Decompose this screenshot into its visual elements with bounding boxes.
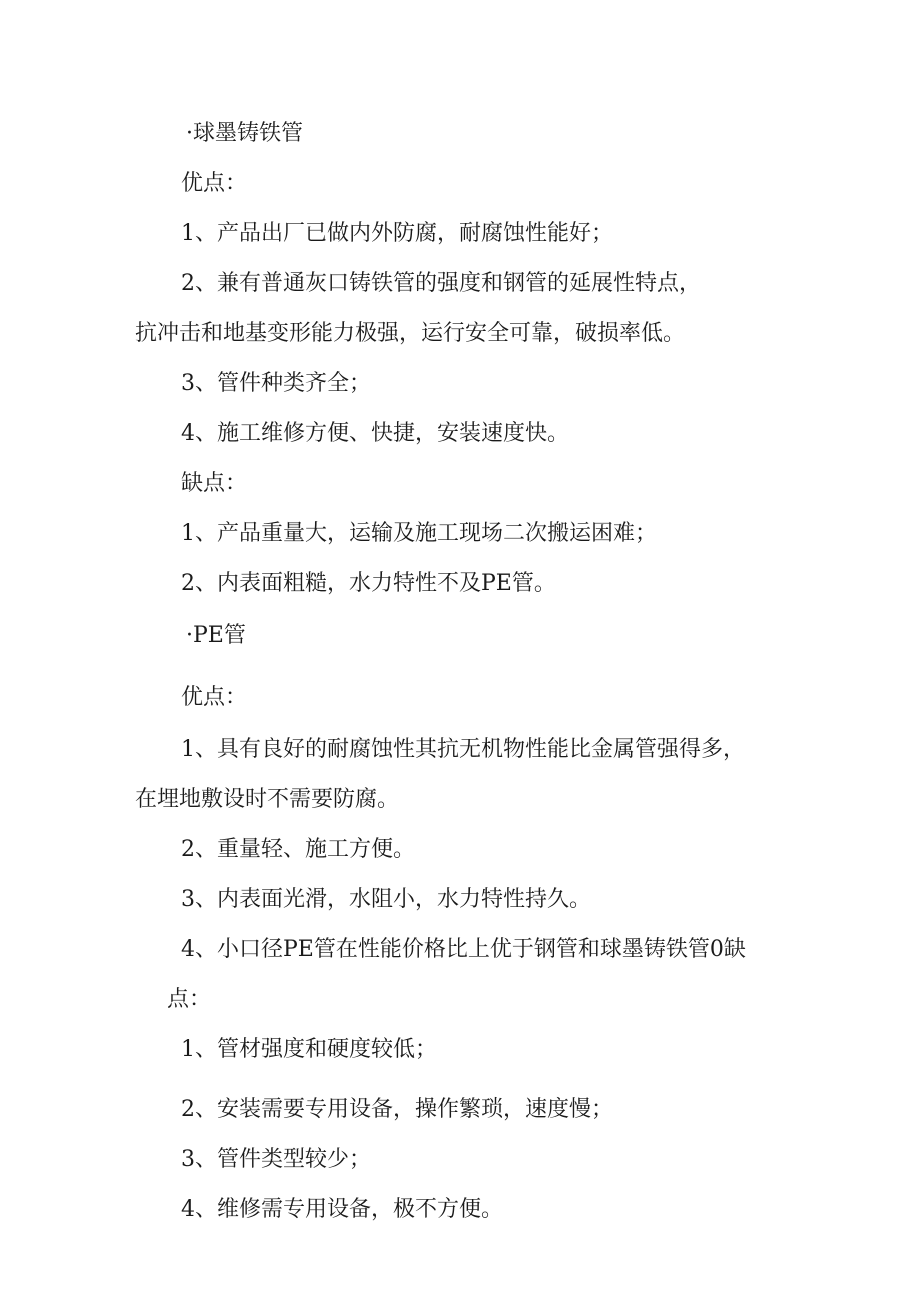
list-item: 3、管件种类齐全； (181, 371, 371, 396)
list-item: 2、安装需要专用设备，操作繁琐，速度慢； (181, 1097, 613, 1122)
list-item: 1、产品出厂已做内外防腐，耐腐蚀性能好； (181, 221, 613, 246)
list-item: 2、兼有普通灰口铸铁管的强度和钢管的延展性特点， (181, 271, 701, 296)
list-item: 1、管材强度和硬度较低； (181, 1037, 437, 1062)
list-item: 3、管件类型较少； (181, 1147, 371, 1172)
list-item-continuation: 点： (167, 987, 212, 1012)
list-item: 3、内表面光滑，水阻小，水力特性持久。 (181, 887, 591, 912)
list-item-continuation: 在埋地敷设时不需要防腐。 (135, 787, 400, 812)
list-item: 1、具有良好的耐腐蚀性其抗无机物性能比金属管强得多， (181, 737, 745, 762)
pros-label: 优点： (181, 685, 248, 710)
list-item-continuation: 抗冲击和地基变形能力极强，运行安全可靠，破损率低。 (135, 321, 686, 346)
section-heading-pe-pipe: ·PE管 (186, 623, 246, 648)
list-item: 2、重量轻、施工方便。 (181, 837, 415, 862)
list-item: 4、维修需专用设备，极不方便。 (181, 1197, 503, 1222)
section-heading-ductile-iron-pipe: ·球墨铸铁管 (186, 121, 303, 146)
list-item: 1、产品重量大，运输及施工现场二次搬运困难； (181, 521, 657, 546)
pros-label: 优点： (181, 171, 248, 196)
list-item: 4、施工维修方便、快捷，安装速度快。 (181, 421, 569, 446)
list-item: 2、内表面粗糙，水力特性不及PE管。 (181, 571, 556, 596)
list-item: 4、小口径PE管在性能价格比上优于钢管和球墨铸铁管0缺 (181, 937, 746, 962)
cons-label: 缺点： (181, 471, 248, 496)
